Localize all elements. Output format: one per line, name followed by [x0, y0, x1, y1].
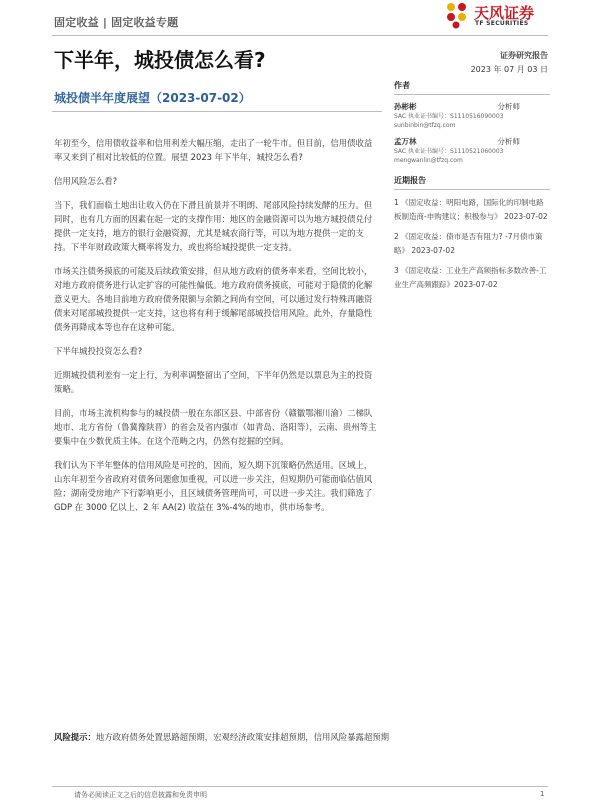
risk-label: 风险提示：: [54, 732, 96, 742]
logo-subtext: TF SECURITIES: [475, 20, 529, 27]
main-body: [54, 136, 380, 524]
author-entry: [394, 101, 550, 130]
recent-reports-heading: 近期报告: [394, 175, 550, 190]
subtitle-divider: [52, 111, 382, 112]
header-divider: [52, 35, 548, 36]
author-cert: SAC 执业证书编号：S1110516090003: [394, 113, 504, 120]
authors-heading: 作者: [394, 80, 550, 95]
recent-report-link[interactable]: 3 《固定收益：工业生产高频指标多数改善-工业生产高频跟踪》2023-07-02: [394, 266, 547, 289]
body-heading: 下半年城投投资怎么看?: [54, 346, 143, 356]
header-section: 固定收益 | 固定收益专题: [54, 16, 179, 29]
body-paragraph: 年初至今，信用债收益率和信用利差大幅压缩，走出了一轮牛市。但目前，信用债收益率又来到了相对比较低的位置。展望 2023 年下半年，城投怎么看?: [54, 138, 373, 162]
sidebar: [394, 80, 550, 298]
risk-text: 地方政府债务处置思路超预期，宏观经济政策安排超预期，信用风险暴露超预期: [95, 732, 389, 742]
author-cert: SAC 执业证书编号：S1110521060003: [394, 148, 504, 155]
body-paragraph: 近期城投债利差有一定上行，为利率调整留出了空间，下半年仍然是以票息为主的投资策略。: [54, 370, 373, 394]
body-heading: 信用风险怎么看?: [54, 176, 118, 186]
author-email[interactable]: sunbinbin@tfzq.com: [394, 122, 456, 129]
logo-text: 天风证券: [474, 4, 535, 22]
page-title: 下半年，城投债怎么看?: [54, 48, 266, 72]
footer-divider: [52, 786, 548, 787]
page-number: 1: [540, 790, 545, 798]
recent-report-link[interactable]: 1 《固定收益：明阳电路，国际化的印制电路板制造商-申购建议；积极参与》 2023-07-02: [394, 198, 548, 221]
recent-report-link[interactable]: 2 《固定收益：债市是否有阻力? -7月债市策略》 2023-07-02: [394, 232, 543, 255]
logo-icon: [443, 1, 473, 29]
body-paragraph: 目前，市场主流机构参与的城投债一般在东部区县、中部省份（赣徽鄂湘川渝）二梯队地市、北方省份（鲁冀豫陕晋）的省会及省内强市（如青岛、洛阳等），云南、贵州等主要集中在少数优质主体。在这个范畴之内，仍然有挖掘的空间。: [54, 408, 377, 446]
author-role: 分析师: [497, 102, 520, 111]
author-name: 孙彬彬: [394, 102, 417, 111]
report-type: 证券研究报告: [500, 51, 548, 60]
page-subtitle: 城投债半年度展望（2023-07-02）: [54, 91, 251, 105]
author-name: 孟万林: [394, 137, 417, 146]
author-role: 分析师: [497, 137, 520, 146]
body-paragraph: 当下，我们面临土地出让收入仍在下滑且前景并不明朗、尾部风险持续发酵的压力。但同时，也有几方面的因素在起一定的支撑作用：地区的金融资源可以为地方城投债兑付提供一定支持，地方的银行金融资源，尤其是城农商行等，可以为地方提供一定的支持。下半年财政政策大概率将发力，或也将给城投提供一定支持。: [54, 200, 373, 252]
author-email[interactable]: mengwanlin@tfzq.com: [394, 157, 463, 164]
footer-disclaimer: 请务必阅读正文之后的信息披露和免责申明: [74, 791, 207, 799]
author-entry: [394, 136, 550, 165]
report-date: 2023 年 07 月 03 日: [470, 65, 548, 74]
body-paragraph: 市场关注债务摸底的可能及后续政策安排，但从地方政府的债务率来看，空间比较小，对地方政府债务进行认定扩容的可能性偏低。地方政府债务摸底，可能对于隐债的化解意义更大。各地目前地方政府债务限额与余额之间尚有空间，可以通过发行特殊再融资债来对尾部城投提供一定支持，这也将有利于缓解尾部城投信用风险。此外，存量隐性债务再降成本等也存在这种可能。: [54, 266, 373, 332]
body-paragraph: 我们认为下半年整体的信用风险是可控的，因而，短久期下沉策略仍然适用。区域上，山东年初至今省政府对债务问题愈加重视，可以进一步关注，但短期仍可能面临估值风险；湖南受房地产下行影响更小，且区域债务管理尚可，可以进一步关注。我们筛选了 GDP 在 3000 亿以上、2 年 AA(2) 收益在 3%-4%的地市，供市场参考。: [54, 460, 373, 512]
risk-warning: [54, 730, 548, 744]
